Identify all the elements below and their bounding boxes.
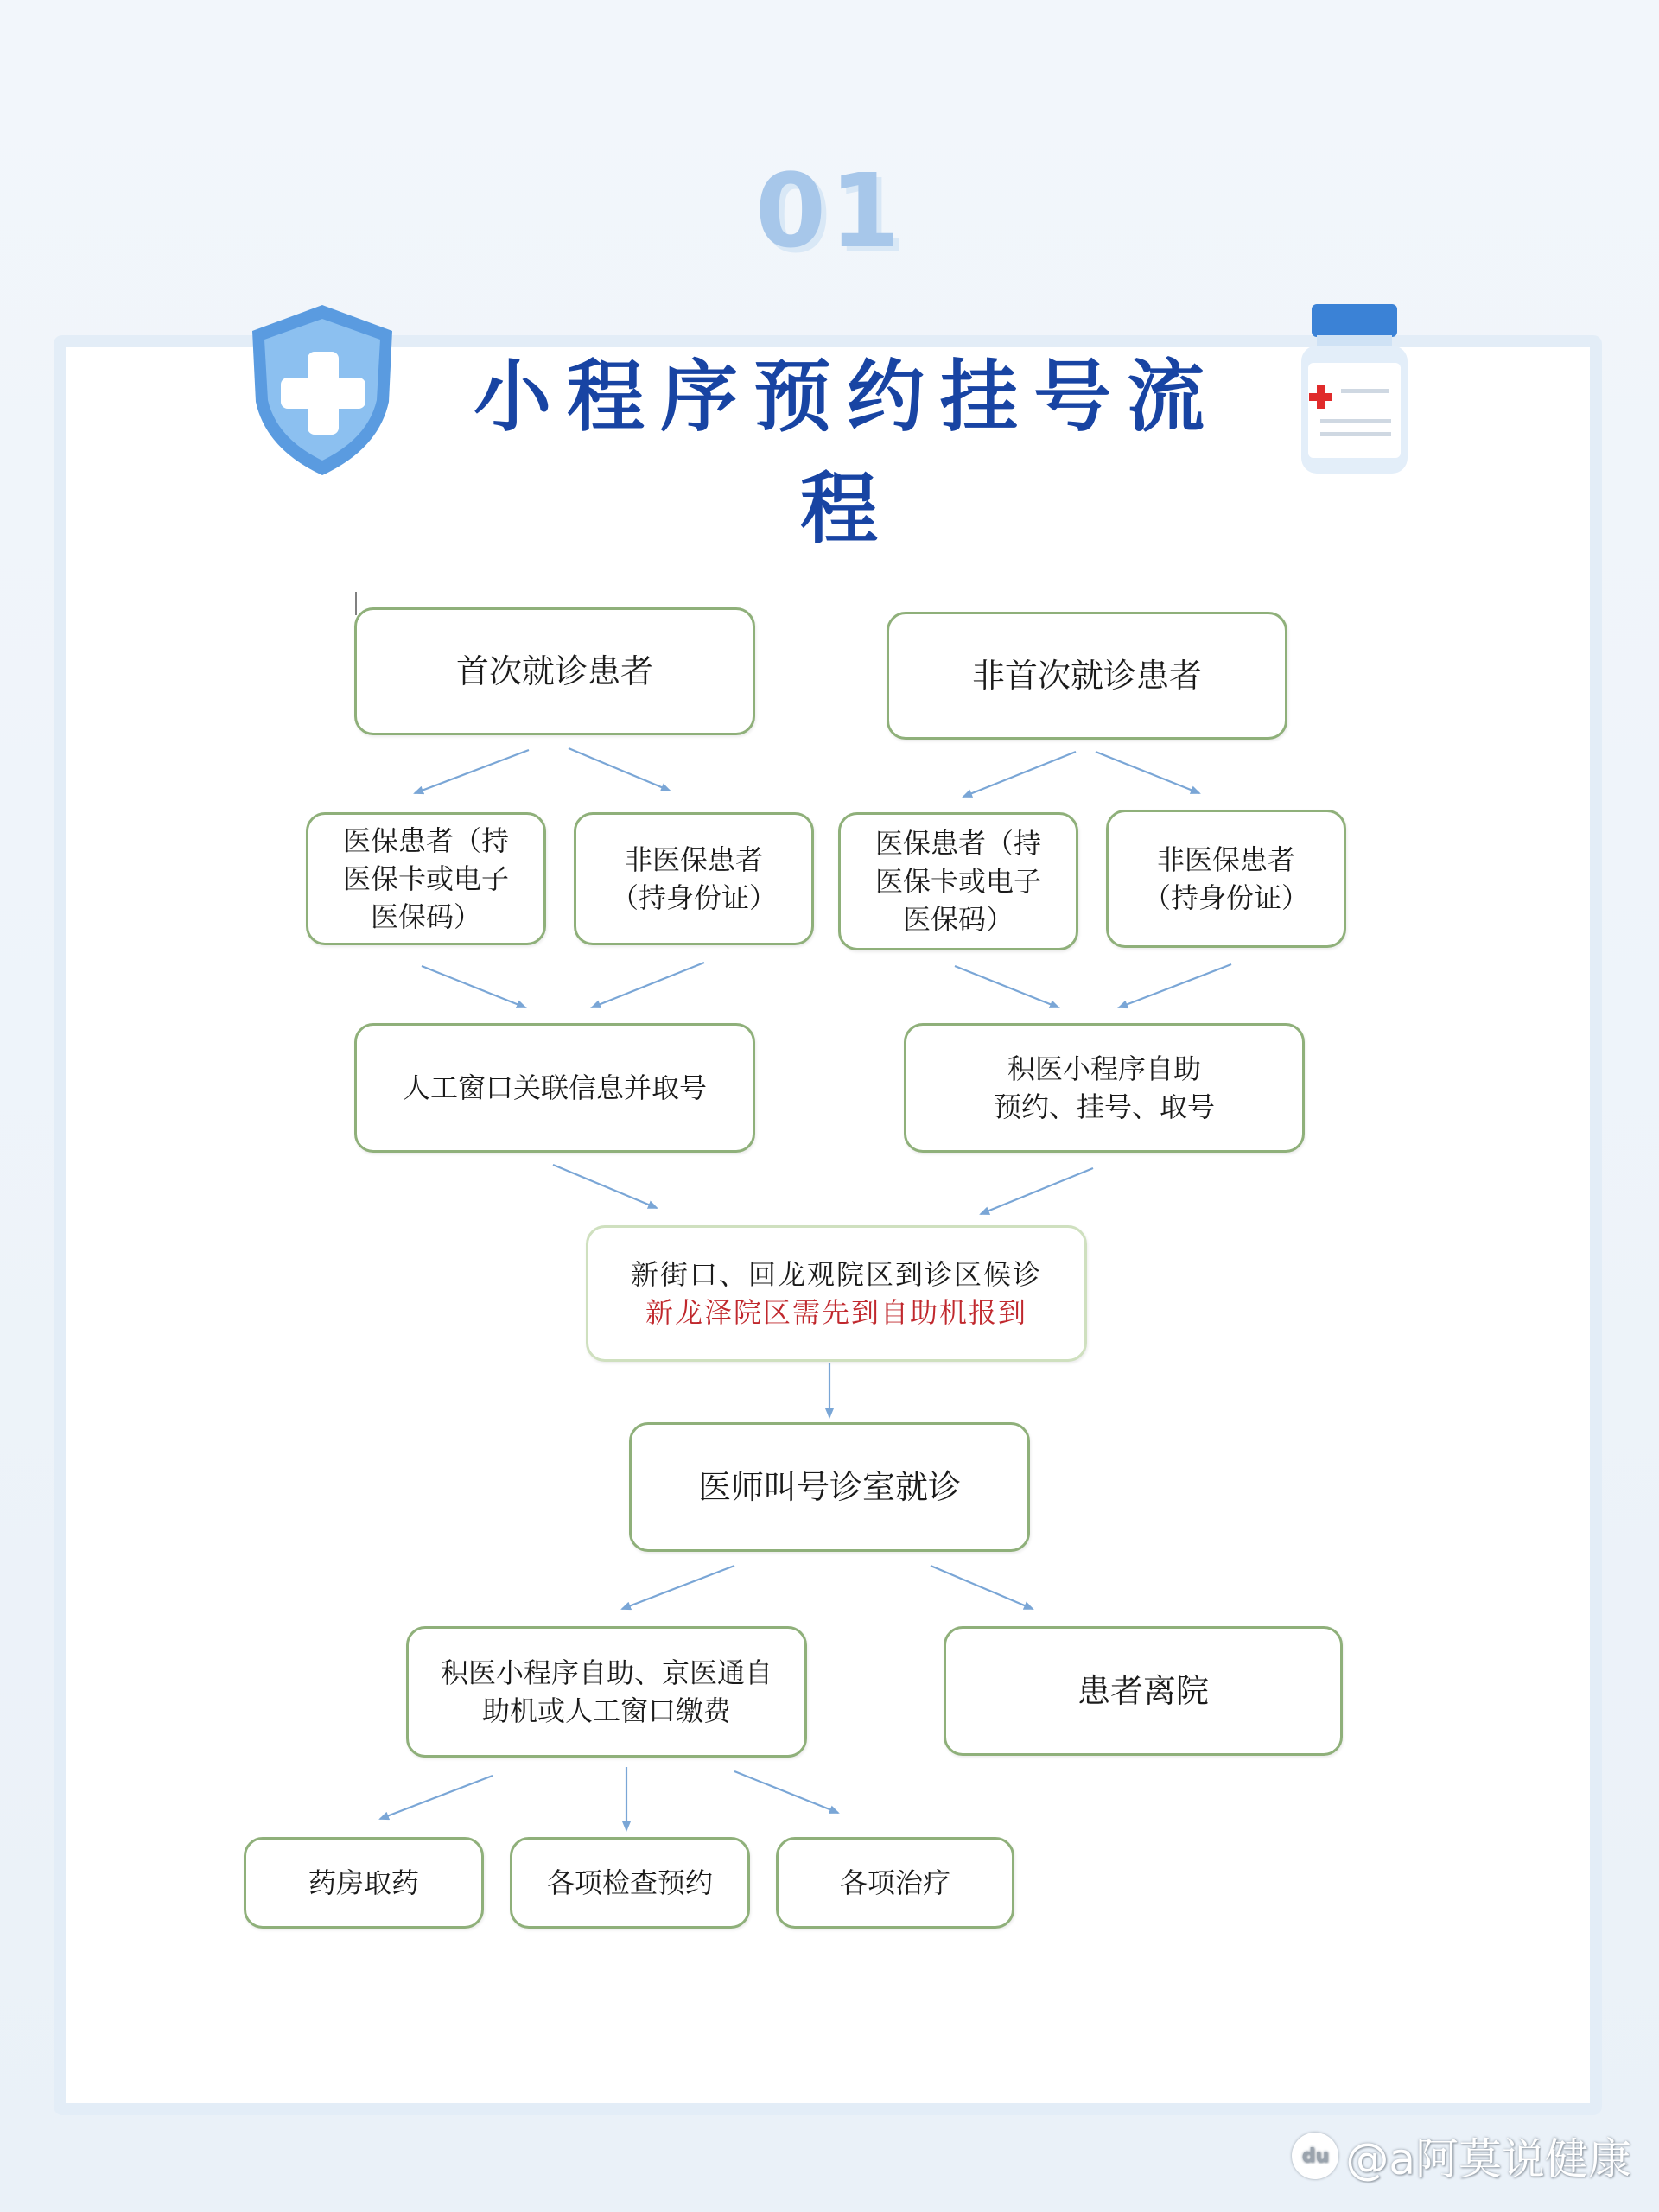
patient-discharge-box: 患者离院	[944, 1626, 1343, 1756]
arrow	[981, 1168, 1093, 1214]
insured-patient-box-left: 医保患者（持 医保卡或电子 医保码）	[306, 812, 546, 945]
arrow	[955, 966, 1058, 1007]
doctor-call-box: 医师叫号诊室就诊	[629, 1422, 1030, 1552]
first-visit-patient-box: 首次就诊患者	[354, 607, 755, 735]
uninsured-patient-box-right: 非医保患者 （持身份证）	[1106, 810, 1346, 948]
arrow	[422, 966, 525, 1007]
payment-box: 积医小程序自助、京医通自 助机或人工窗口缴费	[406, 1626, 807, 1758]
arrow	[592, 963, 704, 1007]
waiting-area-box: 新街口、回龙观院区到诊区候诊 新龙泽院区需先到自助机报到	[586, 1225, 1087, 1362]
arrow	[963, 752, 1076, 797]
arrow	[380, 1776, 493, 1819]
arrow	[1119, 964, 1231, 1007]
miniprogram-self-service-box: 积医小程序自助 预约、挂号、取号	[904, 1023, 1305, 1153]
arrow	[553, 1165, 657, 1208]
uninsured-patient-box-left: 非医保患者 （持身份证）	[574, 812, 814, 945]
treatment-box: 各项治疗	[776, 1837, 1014, 1929]
exam-booking-box: 各项检查预约	[510, 1837, 750, 1929]
arrow	[931, 1566, 1033, 1609]
watermark	[1292, 2126, 1631, 2186]
arrow	[569, 748, 670, 791]
page-title: 小程序预约挂号流程	[474, 352, 1220, 555]
baidu-paw-icon: du	[1292, 2133, 1338, 2179]
watermark-text: @a阿莫说健康	[1345, 2134, 1631, 2184]
manual-window-box: 人工窗口关联信息并取号	[354, 1023, 755, 1153]
return-visit-patient-box: 非首次就诊患者	[887, 612, 1287, 740]
arrow	[622, 1566, 734, 1609]
section-number: 01	[754, 151, 905, 270]
arrow	[734, 1771, 838, 1813]
arrow	[1096, 752, 1199, 793]
pharmacy-box: 药房取药	[244, 1837, 484, 1929]
arrow	[415, 750, 529, 793]
insured-patient-box-right: 医保患者（持 医保卡或电子 医保码）	[838, 812, 1078, 950]
